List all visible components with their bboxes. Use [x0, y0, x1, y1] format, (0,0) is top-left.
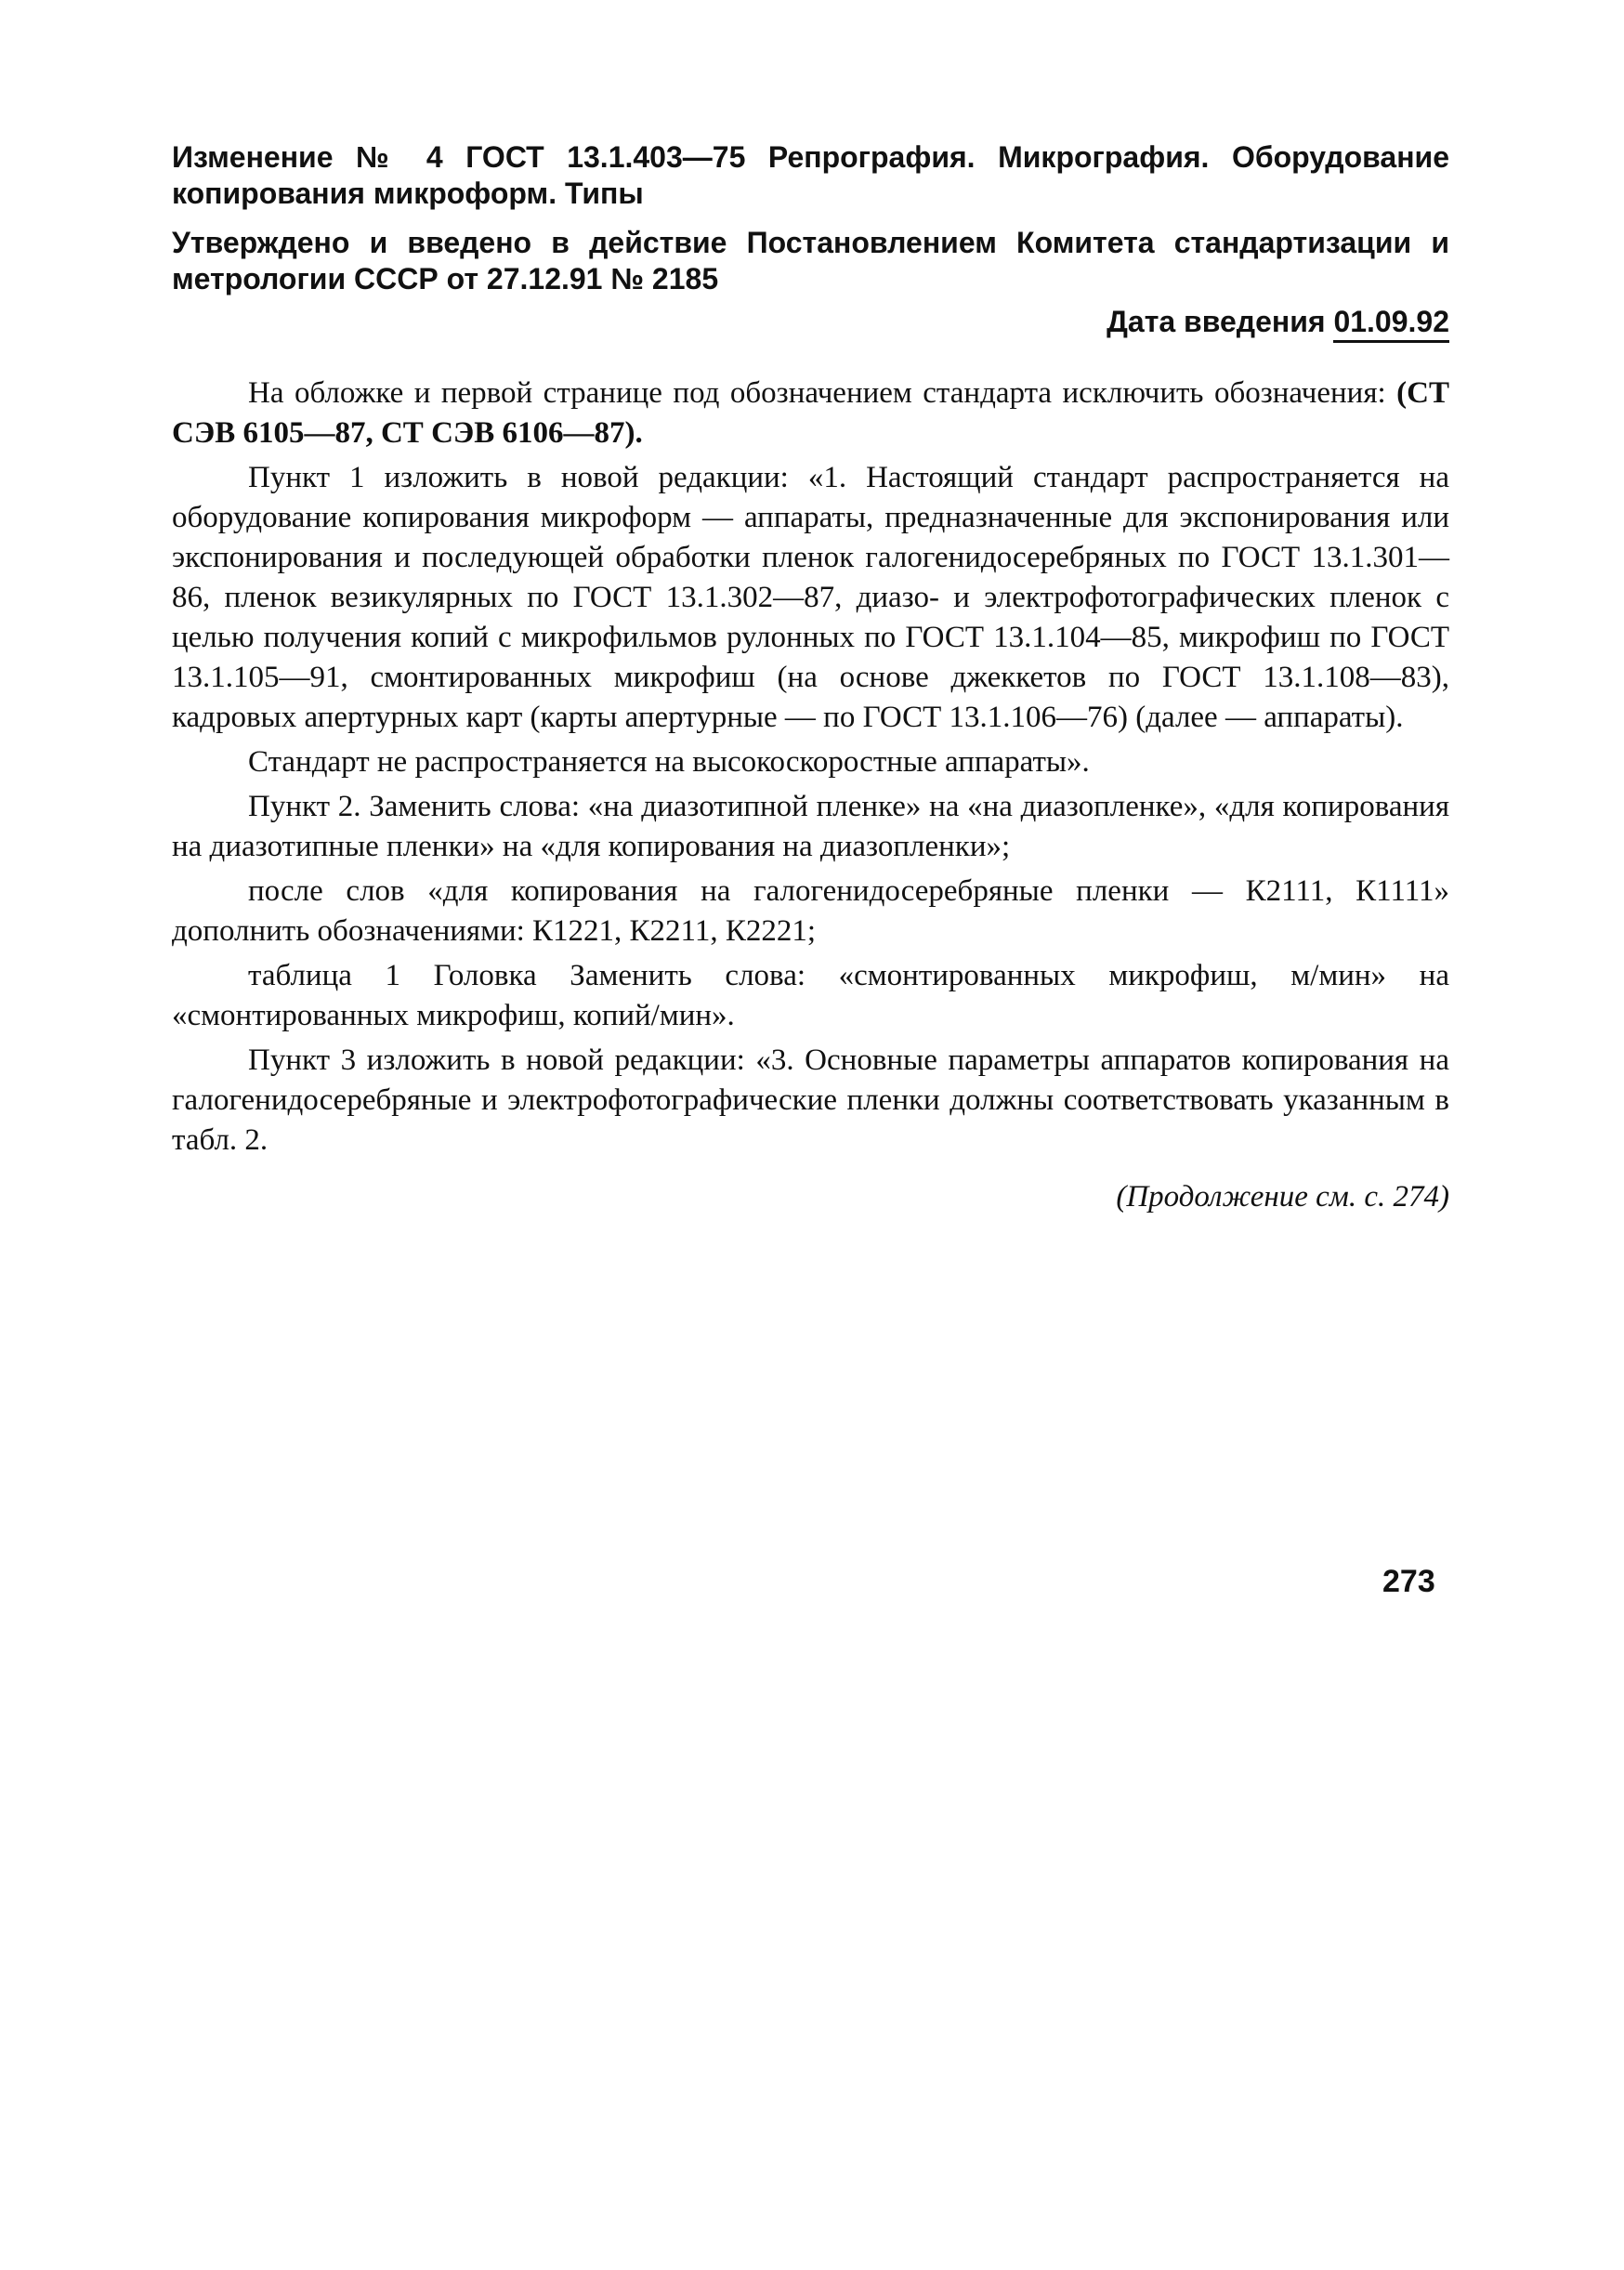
document-body [172, 374, 1449, 1161]
document-page [172, 139, 1449, 1217]
effective-date-line [172, 303, 1449, 340]
effective-date-value: 01.09.92 [1333, 305, 1449, 343]
effective-date-label: Дата введения [1107, 305, 1326, 338]
paragraph-designations: после слов «для копирования на галогенидосеребряные пленки — К2111, К1111» дополнить обозначениями: К1221, К2211, К2221; [172, 874, 1449, 948]
approval-statement: Утверждено и введено в действие Постановлением Комитета стандартизации и метрологии СССР от 27.12.91 № 2185 [172, 226, 1449, 295]
paragraph-item-1: Пункт 1 изложить в новой редакции: «1. Настоящий стандарт распространяется на оборудование копирования микроформ — аппараты, предназначенные для экспонирования или экспонирования и последующей обработки пленок галогенидосеребряных по ГОСТ 13.1.301—86, пленок везикулярных по ГОСТ 13.1.302—87, диазо- и электрофотографических пленок с целью получения копий с микрофильмов рулонных по ГОСТ 13.1.104—85, микрофиш по ГОСТ 13.1.105—91, смонтированных микрофиш (на основе джеккетов по ГОСТ 13.1.108—83), кадровых апертурных карт (карты апертурные — по ГОСТ 13.1.106—76) (далее — аппараты). [172, 461, 1449, 734]
continued-note: (Продолжение см. с. 274) [1116, 1180, 1449, 1214]
paragraph-item-2: Пункт 2. Заменить слова: «на диазотипной пленке» на «на диазопленке», «для копирования на диазотипные пленки» на «для копирования на диазопленки»; [172, 790, 1449, 863]
paragraph-cover-text: На обложке и первой странице под обозначением стандарта исключить обозначения: [248, 376, 1397, 410]
amendment-title: Изменение № 4 ГОСТ 13.1.403—75 Репрография. Микрография. Оборудование копирования микроформ. Типы [172, 140, 1449, 210]
paragraph-scope-exclusion: Стандарт не распространяется на высокоскоростные аппараты». [248, 745, 1090, 779]
page-number: 273 [1382, 1564, 1435, 1599]
paragraph-table-1: таблица 1 Головка Заменить слова: «смонтированных микрофиш, м/мин» на «смонтированных микрофиш, копий/мин». [172, 959, 1449, 1032]
paragraph-cover-bold: (СТ СЭВ 6105—87, СТ СЭВ 6106—87). [172, 376, 1449, 450]
paragraph-cover-designation [172, 374, 1449, 453]
paragraph-item-3: Пункт 3 изложить в новой редакции: «3. Основные параметры аппаратов копирования на галогенидосеребряные и электрофотографические пленки должны соответствовать указанным в табл. 2. [172, 1043, 1449, 1157]
